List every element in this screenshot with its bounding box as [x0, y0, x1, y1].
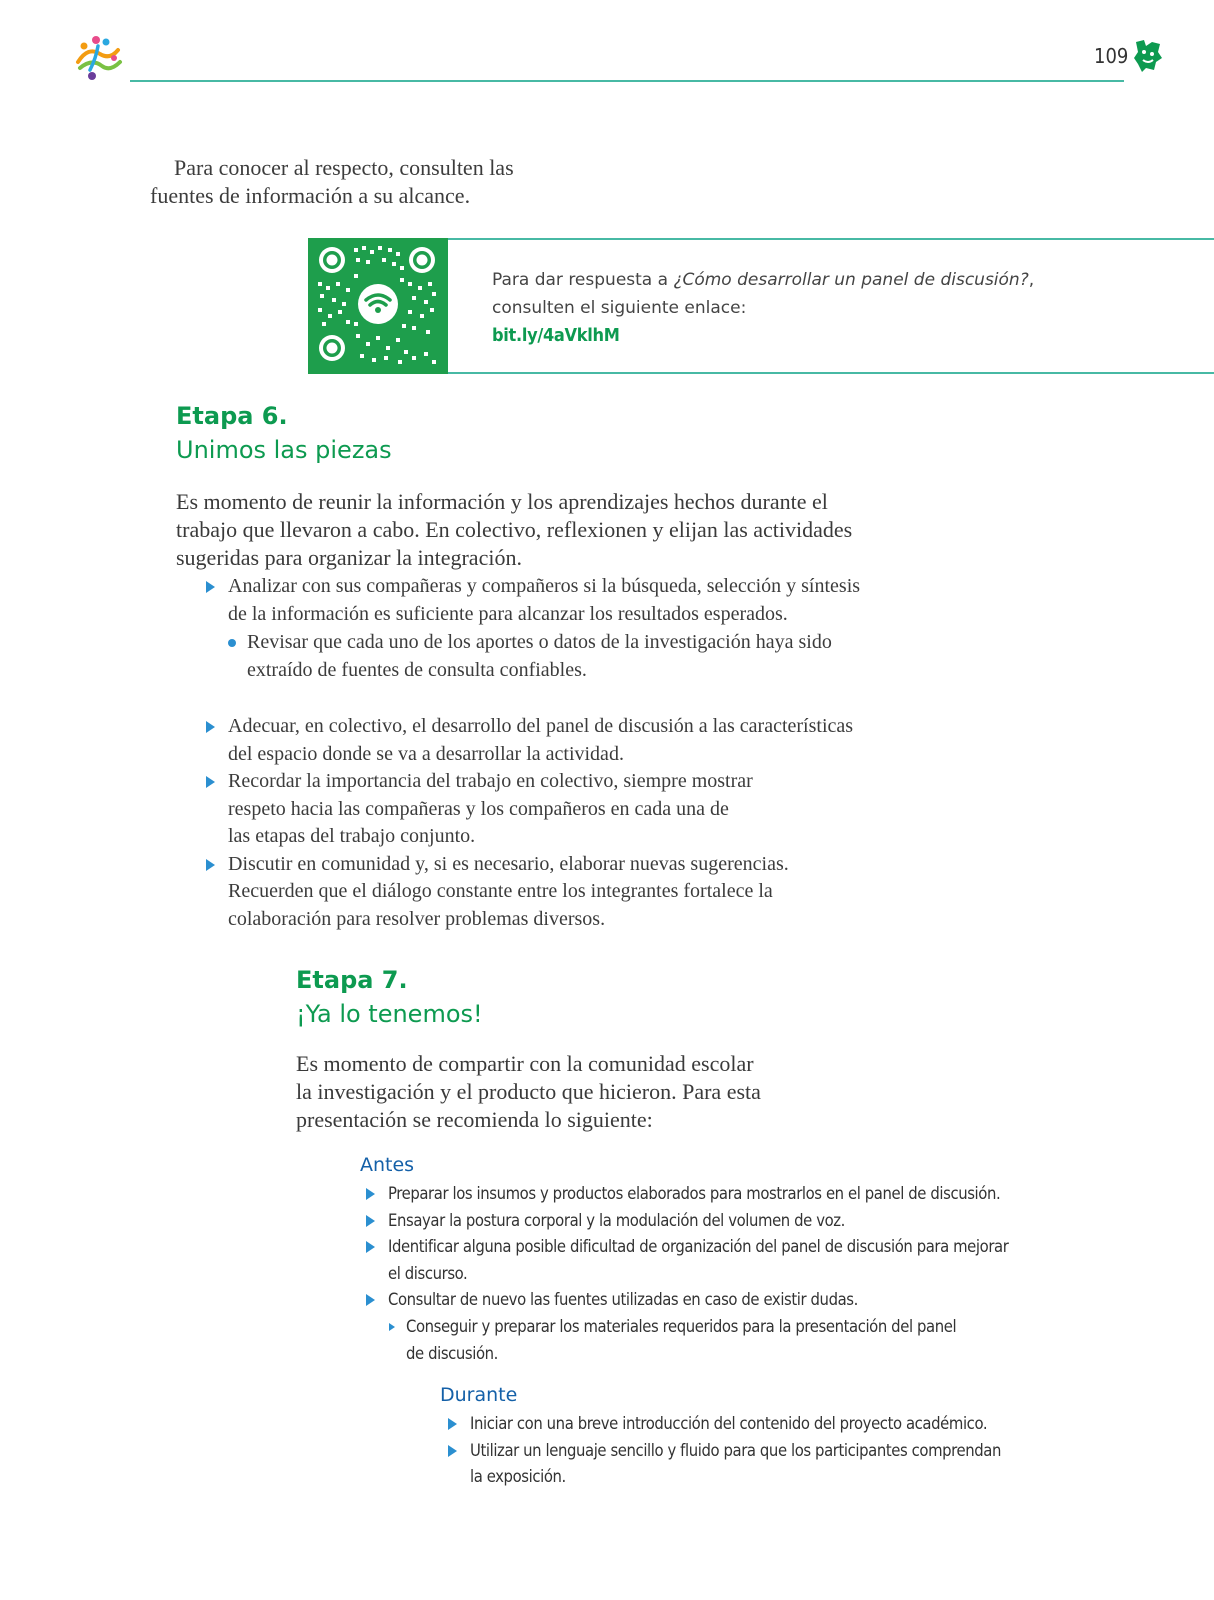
list-item [470, 1438, 1070, 1491]
header-rule [130, 80, 1124, 82]
paragraph-line: Es momento de compartir con la comunidad escolar [296, 1051, 754, 1076]
list-item [247, 629, 907, 684]
list-item-line: Recordar la importancia del trabajo en colectivo, siempre mostrar [228, 770, 753, 792]
etapa6-title: Etapa 6. [176, 402, 288, 430]
list-item-line: Utilizar un lenguaje sencillo y fluido para que los participantes comprendan [470, 1440, 1001, 1460]
community-logo-icon [70, 32, 126, 84]
qr-instructions [492, 266, 1034, 350]
list-item-line: Revisar que cada uno de los aportes o datos de la investigación haya sido [247, 631, 832, 653]
list-item [388, 1181, 1068, 1208]
list-item-line: la exposición. [470, 1467, 566, 1487]
intro-line: fuentes de información a su alcance. [150, 183, 471, 208]
intro-line: Para conocer al respecto, consulten las [174, 155, 514, 180]
list-item-line: de discusión. [406, 1343, 498, 1363]
qr-text-prefix: Para dar respuesta a [492, 270, 674, 290]
list-item [228, 573, 908, 628]
triangle-bullet-icon [366, 1241, 375, 1253]
etapa7-subtitle: ¡Ya lo tenemos! [296, 1000, 483, 1028]
list-item-line: Conseguir y preparar los materiales requeridos para la presentación del panel [406, 1317, 957, 1336]
paragraph-line: la investigación y el producto que hicieron. Para esta [296, 1079, 761, 1104]
triangle-bullet-icon [448, 1418, 457, 1430]
list-item-line: el discurso. [388, 1263, 468, 1283]
list-item-line: Ensayar la postura corporal y la modulación del volumen de voz. [388, 1210, 845, 1230]
list-item-line: Consultar de nuevo las fuentes utilizadas en caso de existir dudas. [388, 1290, 858, 1310]
list-item-line: de la información es suficiente para alcanzar los resultados esperados. [228, 602, 788, 625]
list-item-line: respeto hacia las compañeras y los compañeros en cada una de [228, 797, 729, 820]
qr-link-box [308, 238, 1214, 374]
list-item-line: Iniciar con una breve introducción del contenido del proyecto académico. [470, 1414, 988, 1433]
list-item [228, 851, 908, 934]
list-item-line: Analizar con sus compañeras y compañeros si la búsqueda, selección y síntesis [228, 575, 861, 597]
qr-code-icon[interactable] [308, 238, 448, 374]
etapa6-bullet-list-b [228, 713, 908, 933]
etapa6-sub-bullet-list [247, 629, 907, 684]
list-item [388, 1287, 1068, 1314]
list-item [228, 768, 908, 851]
triangle-bullet-icon [448, 1445, 457, 1457]
qr-question: ¿Cómo desarrollar un panel de discusión? [673, 270, 1029, 290]
antes-bullet-list [388, 1181, 1068, 1314]
list-item-line: del espacio donde se va a desarrollar la actividad. [228, 742, 624, 765]
paragraph-line: Es momento de reunir la información y los aprendizajes hechos durante el [176, 489, 828, 514]
list-item [406, 1314, 1026, 1367]
list-item-line: Recuerden que el diálogo constante entre los integrantes fortalece la [228, 880, 773, 902]
list-item-line: Adecuar, en colectivo, el desarrollo del panel de discusión a las características [228, 715, 854, 737]
list-item-line: Discutir en comunidad y, si es necesario, elaborar nuevas sugerencias. [228, 852, 789, 875]
list-item-line: colaboración para resolver problemas diversos. [228, 907, 606, 930]
qr-short-link[interactable]: bit.ly/4aVklhM [492, 325, 620, 346]
etapa6-paragraph [176, 488, 896, 572]
qr-text-line-1 [492, 266, 1034, 294]
paragraph-line: sugeridas para organizar la integración. [176, 545, 522, 570]
list-item [388, 1208, 1068, 1235]
paragraph-line: presentación se recomienda lo siguiente: [296, 1107, 653, 1132]
list-item [388, 1234, 1068, 1287]
durante-heading: Durante [440, 1384, 518, 1406]
etapa7-paragraph [296, 1050, 816, 1134]
list-item-line: Identificar alguna posible dificultad de organización del panel de discusión para mejorar [388, 1237, 1009, 1257]
triangle-bullet-icon [206, 776, 215, 788]
paragraph-line: trabajo que llevaron a cabo. En colectivo, reflexionen y elijan las actividades [176, 517, 853, 542]
dot-bullet-icon [228, 639, 236, 647]
list-item-line: Preparar los insumos y productos elaborados para mostrarlos en el panel de discusión. [388, 1184, 1001, 1203]
antes-heading: Antes [360, 1154, 415, 1176]
triangle-bullet-icon [366, 1215, 375, 1227]
triangle-bullet-icon [206, 581, 215, 593]
triangle-bullet-icon [366, 1188, 375, 1200]
triangle-bullet-icon [206, 721, 215, 733]
page-number: 109 [1094, 44, 1129, 68]
list-item [470, 1411, 1070, 1438]
triangle-bullet-icon [366, 1294, 375, 1306]
etapa6-subtitle: Unimos las piezas [176, 436, 392, 464]
triangle-bullet-icon [206, 859, 215, 871]
qr-text-line-2: consulten el siguiente enlace: [492, 298, 747, 318]
wifi-icon [358, 284, 398, 324]
list-item [228, 713, 908, 768]
list-item-line: extraído de fuentes de consulta confiables. [247, 658, 587, 681]
qr-text-suffix: , [1028, 270, 1035, 290]
list-item-line: las etapas del trabajo conjunto. [228, 825, 476, 847]
antes-sub-bullet-list [406, 1314, 1026, 1367]
etapa6-bullet-list-a [228, 573, 908, 628]
durante-bullet-list [470, 1411, 1070, 1491]
triangle-bullet-icon [389, 1323, 395, 1331]
corner-emblem-icon [1132, 38, 1164, 74]
etapa7-title: Etapa 7. [296, 966, 408, 994]
